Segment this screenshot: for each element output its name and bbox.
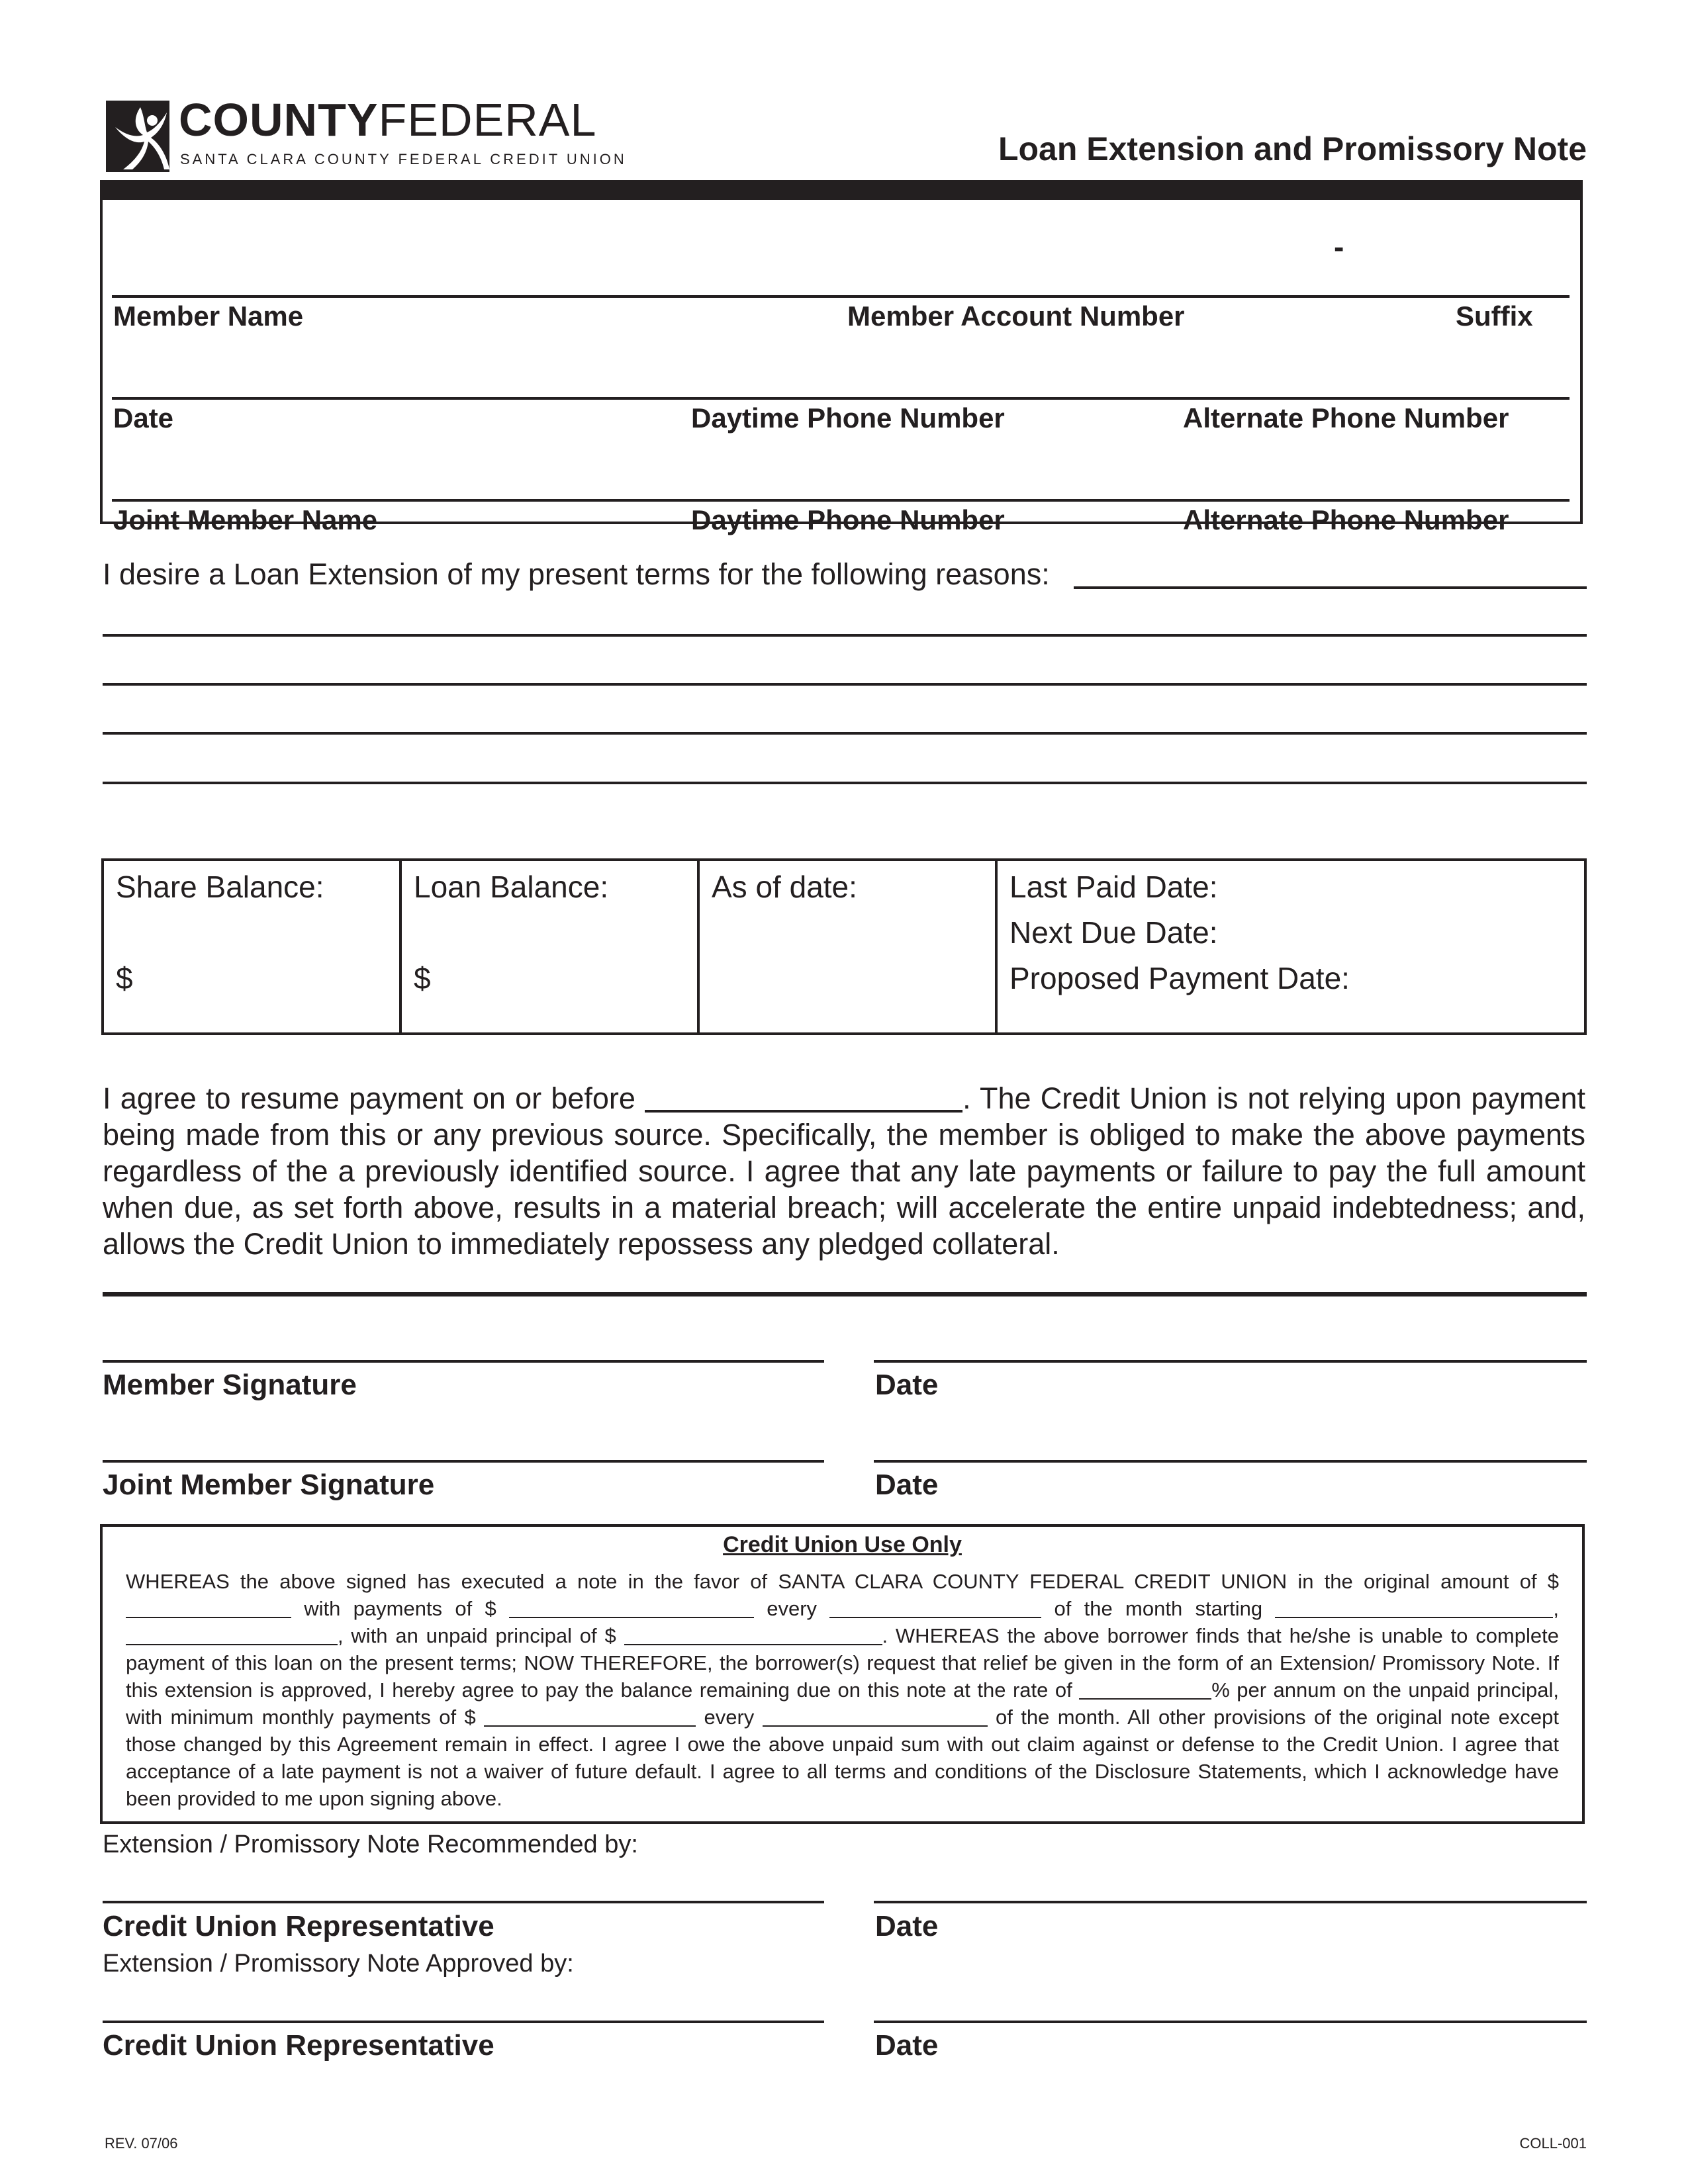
recommender-signature-line[interactable]: [103, 1901, 824, 1903]
approver-signature-line[interactable]: [103, 2021, 824, 2023]
credit-union-use-text: [126, 1568, 1559, 1812]
last-paid-date-label: Last Paid Date:: [1009, 870, 1218, 904]
approver-date-label: Date: [875, 2029, 939, 2062]
revision-code: REV. 07/06: [105, 2135, 178, 2152]
account-suffix-dash: -: [1334, 230, 1344, 264]
balance-divider: [399, 861, 402, 1032]
agreement-text-2: . The Credit Union is not relying upon payment being made from this or any previous source. Specifically, the member is obliged to make the above payments regardless of the a previously identified source. I agree that any late payments or failure to pay the full amount when due, as set forth above, results in a material breach; will accelerate the entire unpaid indebtedness; and, allows the Credit Union to immediately repossess any pledged collateral.: [103, 1081, 1586, 1261]
credit-union-use-box: [100, 1524, 1585, 1824]
share-balance-currency: $: [116, 961, 133, 995]
reason-line-4[interactable]: [103, 732, 1587, 735]
cu-text-part: of the month starting: [1041, 1597, 1276, 1620]
payment-frequency-blank[interactable]: [829, 1598, 1041, 1618]
date-phone-line[interactable]: [112, 397, 1570, 400]
member-date-line[interactable]: [874, 1360, 1587, 1363]
as-of-date-label: As of date:: [712, 870, 857, 904]
member-date-label: Date: [875, 1369, 939, 1401]
reason-line-3[interactable]: [103, 683, 1587, 686]
section-divider: [103, 1292, 1587, 1297]
cu-text-part: with payments of $: [291, 1597, 509, 1620]
alternate-phone-label: Alternate Phone Number: [1183, 402, 1509, 433]
joint-signature-label: Joint Member Signature: [103, 1469, 435, 1501]
joint-member-line[interactable]: [112, 499, 1570, 502]
logo-subtitle: SANTA CLARA COUNTY FEDERAL CREDIT UNION: [180, 151, 627, 167]
document-title: Loan Extension and Promissory Note: [998, 130, 1587, 167]
balance-divider: [697, 861, 700, 1032]
reasons-prompt: I desire a Loan Extension of my present terms for the following reasons:: [103, 557, 1050, 591]
joint-member-name-label: Joint Member Name: [113, 504, 378, 535]
joint-signature-line[interactable]: [103, 1460, 824, 1463]
cu-text-part: . WHEREAS the above borrower finds that he/she is unable to complete payment of this loan on the present terms; NOW THEREFORE, the borrower(s) request that relief be given in the form of an Extension/ Promissory Note. If this extension is approved, I hereby agree to pay the balance remaining due on this note at the rate of: [126, 1624, 1559, 1702]
daytime-phone-label: Daytime Phone Number: [691, 402, 1005, 433]
account-number-label: Member Account Number: [847, 300, 1185, 332]
cu-text-part: every: [753, 1597, 830, 1620]
form-code: COLL-001: [1519, 2135, 1587, 2152]
approved-by-label: Extension / Promissory Note Approved by:: [103, 1950, 574, 1978]
member-info-box: [100, 180, 1583, 535]
joint-daytime-phone-label: Daytime Phone Number: [691, 504, 1005, 535]
reason-line-2[interactable]: [103, 634, 1587, 637]
member-name-label: Member Name: [113, 300, 304, 332]
cu-text-part: % per annum on the unpaid principal, with minimum monthly payments of $: [126, 1678, 1560, 1729]
recommender-rep-label: Credit Union Representative: [103, 1910, 494, 1942]
credit-union-use-title: [103, 1532, 1582, 1558]
balance-divider: [995, 861, 998, 1032]
approver-rep-label: Credit Union Representative: [103, 2029, 494, 2062]
logo-word-bold: COUNTY: [179, 94, 379, 146]
next-due-date-label: Next Due Date:: [1009, 915, 1218, 950]
cu-text-part: ,: [1553, 1597, 1560, 1620]
payment-amount-blank[interactable]: [509, 1598, 754, 1618]
balance-table: [101, 858, 1587, 1035]
suffix-label: Suffix: [1456, 300, 1533, 332]
logo-word-light: FEDERAL: [378, 94, 597, 146]
agreement-text-1: I agree to resume payment on or before: [103, 1081, 645, 1115]
proposed-payment-date-label: Proposed Payment Date:: [1009, 961, 1350, 995]
member-signature-label: Member Signature: [103, 1369, 357, 1401]
cu-text-part: of the month. All other provisions of the original note except those changed by this Agreement remain in effect. I agree I owe the above unpaid sum with out claim against or defense to the Credit Union. I agree that acceptance of a late payment is not a waiver of future default. I agree to all terms and conditions of the Disclosure Statements, which I acknowledge have been provided to me upon signing above.: [126, 1706, 1559, 1810]
member-signature-line[interactable]: [103, 1360, 824, 1363]
joint-date-label: Date: [875, 1469, 939, 1501]
logo-wordmark: [179, 94, 597, 146]
reason-line-1[interactable]: [1074, 586, 1587, 589]
credit-union-use-title-text: Credit Union Use Only: [723, 1532, 962, 1557]
interest-rate-blank[interactable]: [1079, 1680, 1211, 1700]
approver-date-line[interactable]: [874, 2021, 1587, 2023]
cu-text-part: every: [696, 1706, 763, 1729]
joint-alternate-phone-label: Alternate Phone Number: [1183, 504, 1509, 535]
joint-date-line[interactable]: [874, 1460, 1587, 1463]
reason-line-5[interactable]: [103, 782, 1587, 784]
member-name-line[interactable]: [112, 295, 1570, 298]
agreement-paragraph: [103, 1080, 1585, 1262]
minimum-payment-blank[interactable]: [484, 1707, 696, 1727]
start-date-blank[interactable]: [1275, 1598, 1553, 1618]
share-balance-label: Share Balance:: [116, 870, 324, 904]
start-year-blank[interactable]: [126, 1625, 338, 1645]
recommender-date-line[interactable]: [874, 1901, 1587, 1903]
original-amount-blank[interactable]: [126, 1598, 291, 1618]
cu-text-part: WHEREAS the above signed has executed a note in the favor of SANTA CLARA COUNTY FEDERAL CREDIT UNION in the original amount of $: [126, 1570, 1559, 1593]
resume-payment-date-blank[interactable]: [645, 1080, 962, 1113]
recommended-by-label: Extension / Promissory Note Recommended by:: [103, 1831, 638, 1858]
county-federal-logo-icon: [106, 101, 169, 172]
cu-text-part: , with an unpaid principal of $: [338, 1624, 624, 1647]
unpaid-principal-blank[interactable]: [624, 1625, 882, 1645]
date-label: Date: [113, 402, 174, 433]
recommender-date-label: Date: [875, 1910, 939, 1942]
loan-balance-label: Loan Balance:: [414, 870, 609, 904]
minimum-payment-frequency-blank[interactable]: [763, 1707, 988, 1727]
loan-balance-currency: $: [414, 961, 431, 995]
